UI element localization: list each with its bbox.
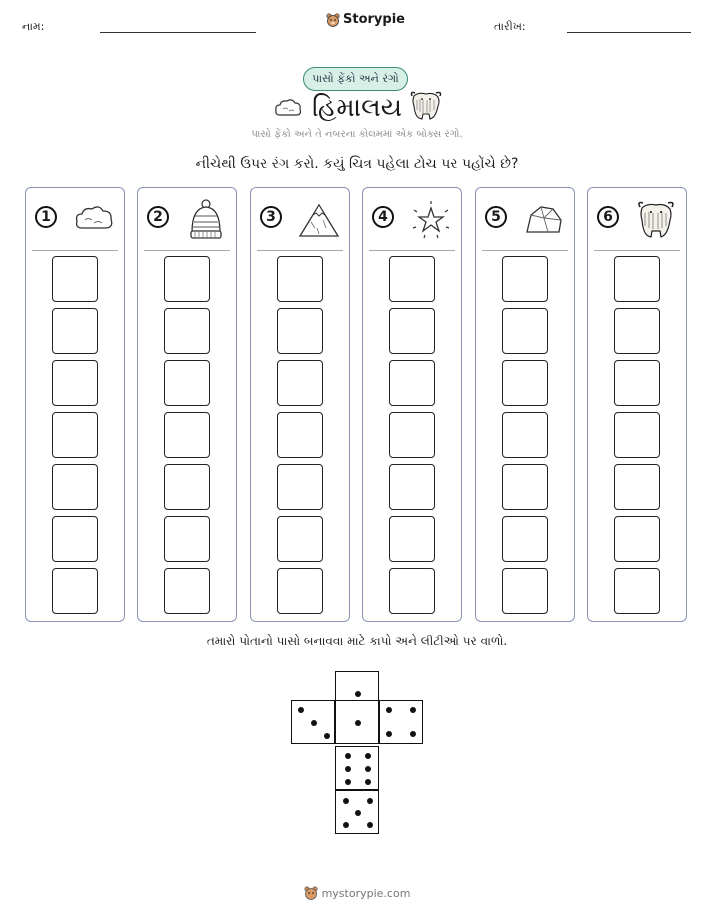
color-box[interactable] bbox=[389, 360, 435, 406]
column-1 bbox=[25, 187, 125, 622]
activity-pill: પાસો ફેંકો અને રંગો bbox=[303, 67, 408, 91]
color-box[interactable] bbox=[277, 412, 323, 458]
column-number: 4 bbox=[372, 206, 394, 228]
color-box[interactable] bbox=[389, 464, 435, 510]
die-pip bbox=[365, 766, 371, 772]
die-pip bbox=[355, 691, 361, 697]
color-box[interactable] bbox=[164, 256, 210, 302]
color-box[interactable] bbox=[389, 256, 435, 302]
column-divider bbox=[369, 250, 455, 251]
game-question: નીચેથી ઉપર રંગ કરો. કયું ચિત્ર પહેલા ટોચ પર પહોંચે છે? bbox=[195, 156, 519, 172]
column-divider bbox=[32, 250, 118, 251]
color-box[interactable] bbox=[164, 308, 210, 354]
footer-url: mystorypie.com bbox=[321, 886, 411, 900]
color-box[interactable] bbox=[502, 568, 548, 614]
color-box[interactable] bbox=[164, 360, 210, 406]
yak-icon bbox=[408, 88, 444, 122]
column-number: 6 bbox=[597, 206, 619, 228]
column-3 bbox=[250, 187, 350, 622]
cloud-icon bbox=[274, 97, 302, 119]
date-line bbox=[567, 32, 691, 33]
column-6 bbox=[587, 187, 687, 622]
die-face-4 bbox=[379, 700, 423, 744]
brand-name: Storypie bbox=[343, 12, 405, 27]
column-divider bbox=[594, 250, 680, 251]
die-pip bbox=[365, 753, 371, 759]
color-box[interactable] bbox=[52, 256, 98, 302]
worksheet-header bbox=[0, 0, 714, 50]
color-box[interactable] bbox=[277, 464, 323, 510]
color-box[interactable] bbox=[614, 256, 660, 302]
winter-hat-icon bbox=[184, 198, 228, 242]
die-pip bbox=[298, 707, 304, 713]
column-number: 2 bbox=[147, 206, 169, 228]
color-box[interactable] bbox=[164, 568, 210, 614]
column-number: 5 bbox=[485, 206, 507, 228]
die-pip bbox=[324, 733, 330, 739]
column-divider bbox=[257, 250, 343, 251]
die-pip bbox=[355, 720, 361, 726]
color-box[interactable] bbox=[164, 464, 210, 510]
die-pip bbox=[410, 707, 416, 713]
column-header bbox=[588, 188, 686, 250]
die-pip bbox=[345, 779, 351, 785]
color-box[interactable] bbox=[52, 360, 98, 406]
instructions-subtitle: પાસો ફેંકો અને તે નંબરના કોલમમાં એક બોક્સ રંગો. bbox=[251, 129, 463, 140]
color-box[interactable] bbox=[52, 412, 98, 458]
color-box[interactable] bbox=[614, 412, 660, 458]
column-2 bbox=[137, 187, 237, 622]
page-title: હિમાલય bbox=[312, 93, 403, 123]
die-pip bbox=[343, 798, 349, 804]
die-pip bbox=[367, 798, 373, 804]
footer bbox=[0, 886, 714, 903]
cloud-icon bbox=[72, 198, 116, 242]
color-box[interactable] bbox=[614, 360, 660, 406]
die-face-1 bbox=[335, 700, 379, 744]
name-label: નામ: bbox=[22, 20, 45, 33]
die-pip bbox=[343, 822, 349, 828]
die-face-3 bbox=[291, 700, 335, 744]
color-box[interactable] bbox=[389, 412, 435, 458]
die-pip bbox=[365, 779, 371, 785]
color-box[interactable] bbox=[614, 568, 660, 614]
yak-icon bbox=[634, 198, 678, 242]
column-header bbox=[476, 188, 574, 250]
color-box[interactable] bbox=[614, 308, 660, 354]
color-box[interactable] bbox=[502, 360, 548, 406]
color-box[interactable] bbox=[277, 568, 323, 614]
color-box[interactable] bbox=[502, 464, 548, 510]
column-header bbox=[251, 188, 349, 250]
column-number: 3 bbox=[260, 206, 282, 228]
column-4 bbox=[362, 187, 462, 622]
die-pip bbox=[367, 822, 373, 828]
color-box[interactable] bbox=[502, 256, 548, 302]
cut-instructions: તમારો પોતાનો પાસો બનાવવા માટે કાપો અને લીટીઓ પર વાળો. bbox=[206, 634, 508, 648]
die-face-5 bbox=[335, 790, 379, 834]
color-box[interactable] bbox=[389, 568, 435, 614]
die-pip bbox=[345, 753, 351, 759]
die-face-6 bbox=[335, 746, 379, 790]
bear-logo-icon bbox=[304, 886, 318, 900]
die-pip bbox=[386, 731, 392, 737]
color-box[interactable] bbox=[502, 412, 548, 458]
color-box[interactable] bbox=[164, 412, 210, 458]
bear-logo-icon bbox=[326, 13, 340, 27]
column-header bbox=[138, 188, 236, 250]
die-pip bbox=[355, 810, 361, 816]
rock-icon bbox=[522, 198, 566, 242]
color-box[interactable] bbox=[277, 308, 323, 354]
color-box[interactable] bbox=[52, 308, 98, 354]
color-box[interactable] bbox=[277, 360, 323, 406]
die-pip bbox=[311, 720, 317, 726]
die-pip bbox=[410, 731, 416, 737]
column-header bbox=[363, 188, 461, 250]
color-box[interactable] bbox=[52, 516, 98, 562]
column-5 bbox=[475, 187, 575, 622]
color-box[interactable] bbox=[502, 308, 548, 354]
die-pip bbox=[386, 707, 392, 713]
color-box[interactable] bbox=[502, 516, 548, 562]
name-line bbox=[100, 32, 256, 33]
color-box[interactable] bbox=[614, 516, 660, 562]
column-divider bbox=[144, 250, 230, 251]
star-icon bbox=[409, 198, 453, 242]
color-box[interactable] bbox=[52, 464, 98, 510]
color-box[interactable] bbox=[277, 256, 323, 302]
column-number: 1 bbox=[35, 206, 57, 228]
color-box[interactable] bbox=[389, 308, 435, 354]
die-pip bbox=[345, 766, 351, 772]
color-box[interactable] bbox=[52, 568, 98, 614]
column-header bbox=[26, 188, 124, 250]
color-box[interactable] bbox=[164, 516, 210, 562]
column-divider bbox=[482, 250, 568, 251]
mountain-icon bbox=[297, 198, 341, 242]
brand-logo bbox=[326, 12, 405, 27]
color-box[interactable] bbox=[614, 464, 660, 510]
date-label: તારીખ: bbox=[494, 20, 526, 33]
color-box[interactable] bbox=[277, 516, 323, 562]
color-box[interactable] bbox=[389, 516, 435, 562]
